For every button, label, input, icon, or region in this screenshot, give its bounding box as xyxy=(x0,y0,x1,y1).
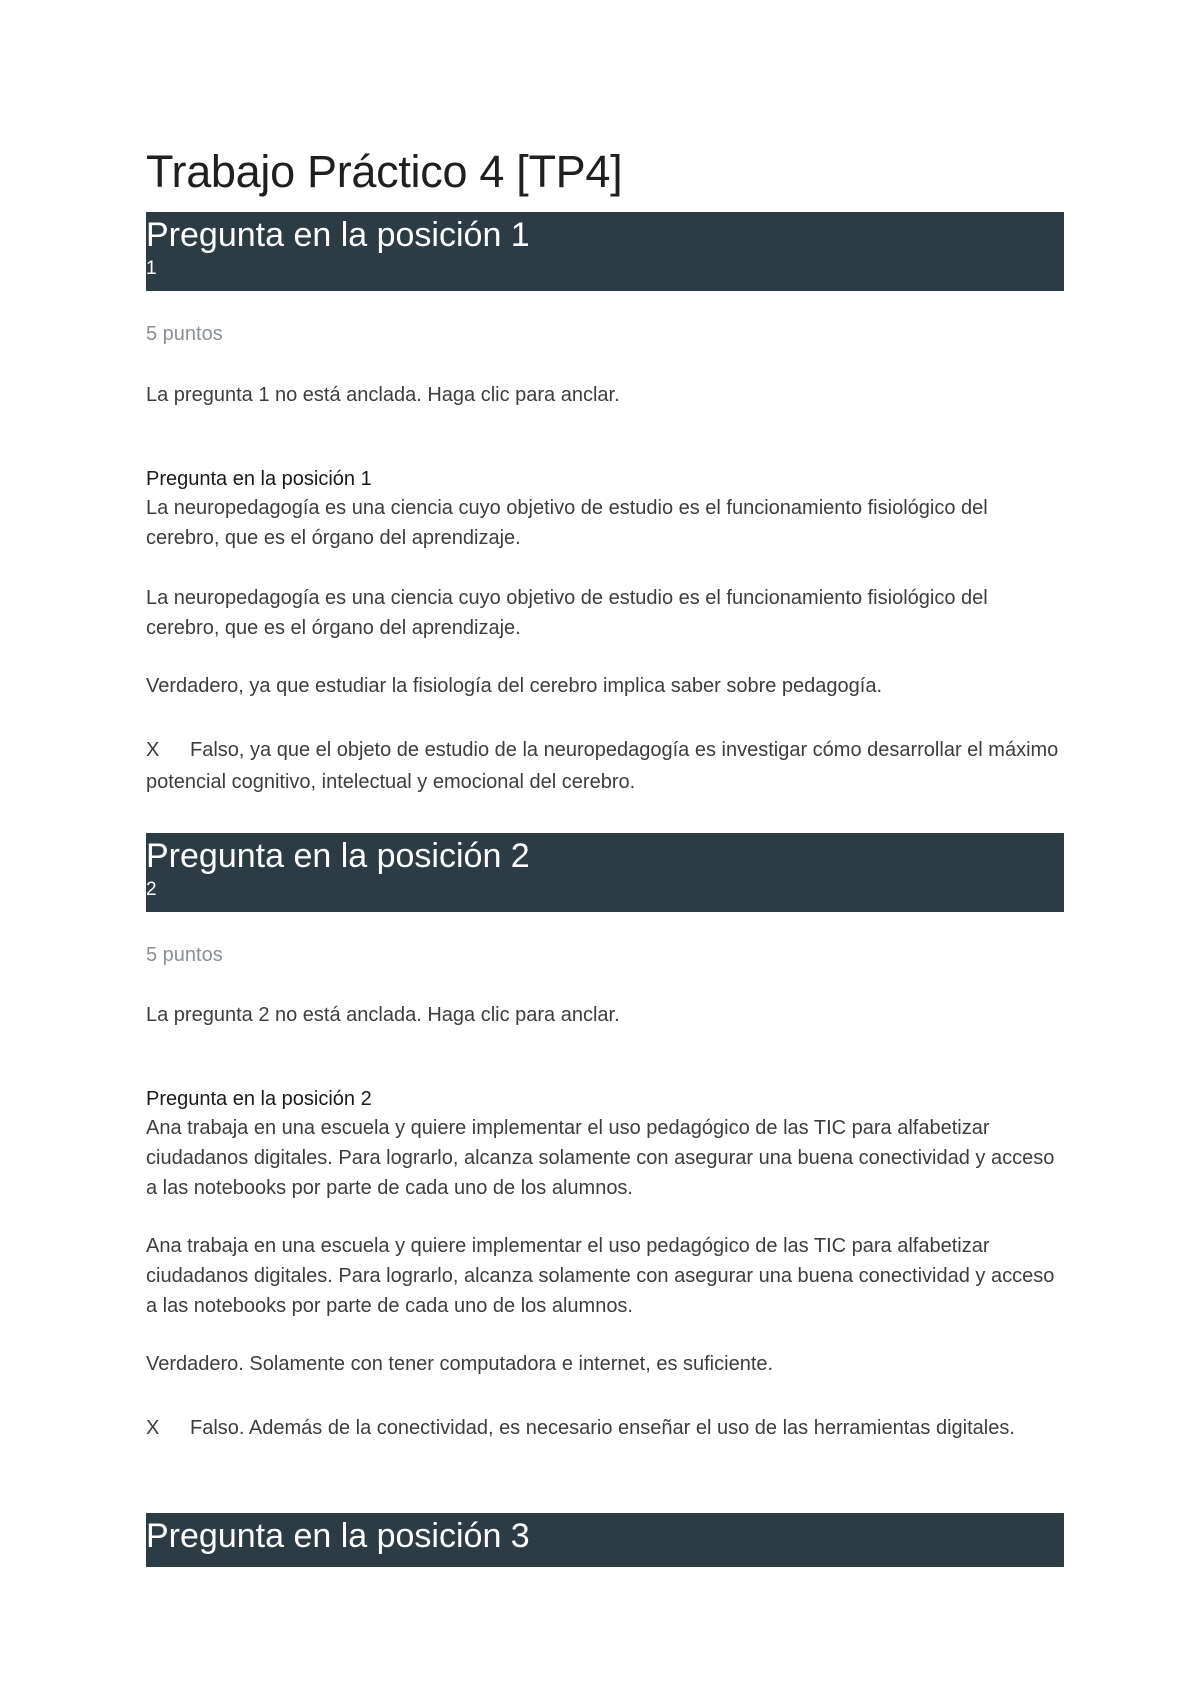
question-header-bar xyxy=(146,833,1064,912)
question-2-text: Ana trabaja en una escuela y quiere implementar el uso pedagógico de las TIC para alfabetizar ciudadanos digitales. Para lograrlo, alcanza solamente con asegurar una buena conectividad y acceso a las notebooks por parte de cada uno de los alumnos. xyxy=(146,1117,1055,1199)
question-2-answer-true[interactable] xyxy=(146,1348,1064,1380)
question-2-label: Pregunta en la posición 2 xyxy=(146,1088,372,1110)
question-header-title: Pregunta en la posición 1 xyxy=(146,216,530,254)
question-1-label: Pregunta en la posición 1 xyxy=(146,468,372,490)
selected-answer-mark: X xyxy=(146,739,160,761)
question-2-points: 5 puntos xyxy=(146,944,223,966)
question-header-number: 1 xyxy=(146,258,157,279)
question-header-number: 2 xyxy=(146,879,157,900)
answer-text: Verdadero. Solamente con tener computadora e internet, es suficiente. xyxy=(146,1353,774,1375)
question-1-answer-true[interactable] xyxy=(146,670,1064,702)
question-1-header xyxy=(146,212,1064,291)
question-2-anchor-toggle[interactable]: La pregunta 2 no está anclada. Haga clic para anclar. xyxy=(146,1004,620,1026)
question-1-points: 5 puntos xyxy=(146,323,223,345)
answer-text: Verdadero, ya que estudiar la fisiología del cerebro implica saber sobre pedagogía. xyxy=(146,675,883,697)
question-header-bar xyxy=(146,1513,1064,1567)
question-header-title: Pregunta en la posición 2 xyxy=(146,837,530,875)
question-1-text-repeat: La neuropedagogía es una ciencia cuyo objetivo de estudio es el funcionamiento fisiológico del cerebro, que es el órgano del aprendizaje. xyxy=(146,587,988,639)
answer-text: Falso, ya que el objeto de estudio de la neuropedagogía es investigar cómo desarrollar el máximo potencial cognitivo, intelectual y emocional del cerebro. xyxy=(146,739,1059,793)
question-header-title: Pregunta en la posición 3 xyxy=(146,1517,530,1555)
question-header-bar xyxy=(146,212,1064,291)
question-1-anchor-toggle[interactable]: La pregunta 1 no está anclada. Haga clic para anclar. xyxy=(146,384,620,406)
question-3-header xyxy=(146,1513,1064,1567)
answer-text: Falso. Además de la conectividad, es necesario enseñar el uso de las herramientas digitales. xyxy=(190,1417,1015,1439)
question-2-header xyxy=(146,833,1064,912)
question-1-answer-false[interactable] xyxy=(146,734,1064,798)
question-1-text: La neuropedagogía es una ciencia cuyo objetivo de estudio es el funcionamiento fisiológico del cerebro, que es el órgano del aprendizaje. xyxy=(146,497,988,549)
question-2-answer-false[interactable] xyxy=(146,1412,1064,1444)
document-title: Trabajo Práctico 4 [TP4] xyxy=(146,146,623,197)
question-2-text-repeat: Ana trabaja en una escuela y quiere implementar el uso pedagógico de las TIC para alfabetizar ciudadanos digitales. Para lograrlo, alcanza solamente con asegurar una buena conectividad y acceso a las notebooks por parte de cada uno de los alumnos. xyxy=(146,1235,1055,1317)
selected-answer-mark: X xyxy=(146,1417,160,1439)
